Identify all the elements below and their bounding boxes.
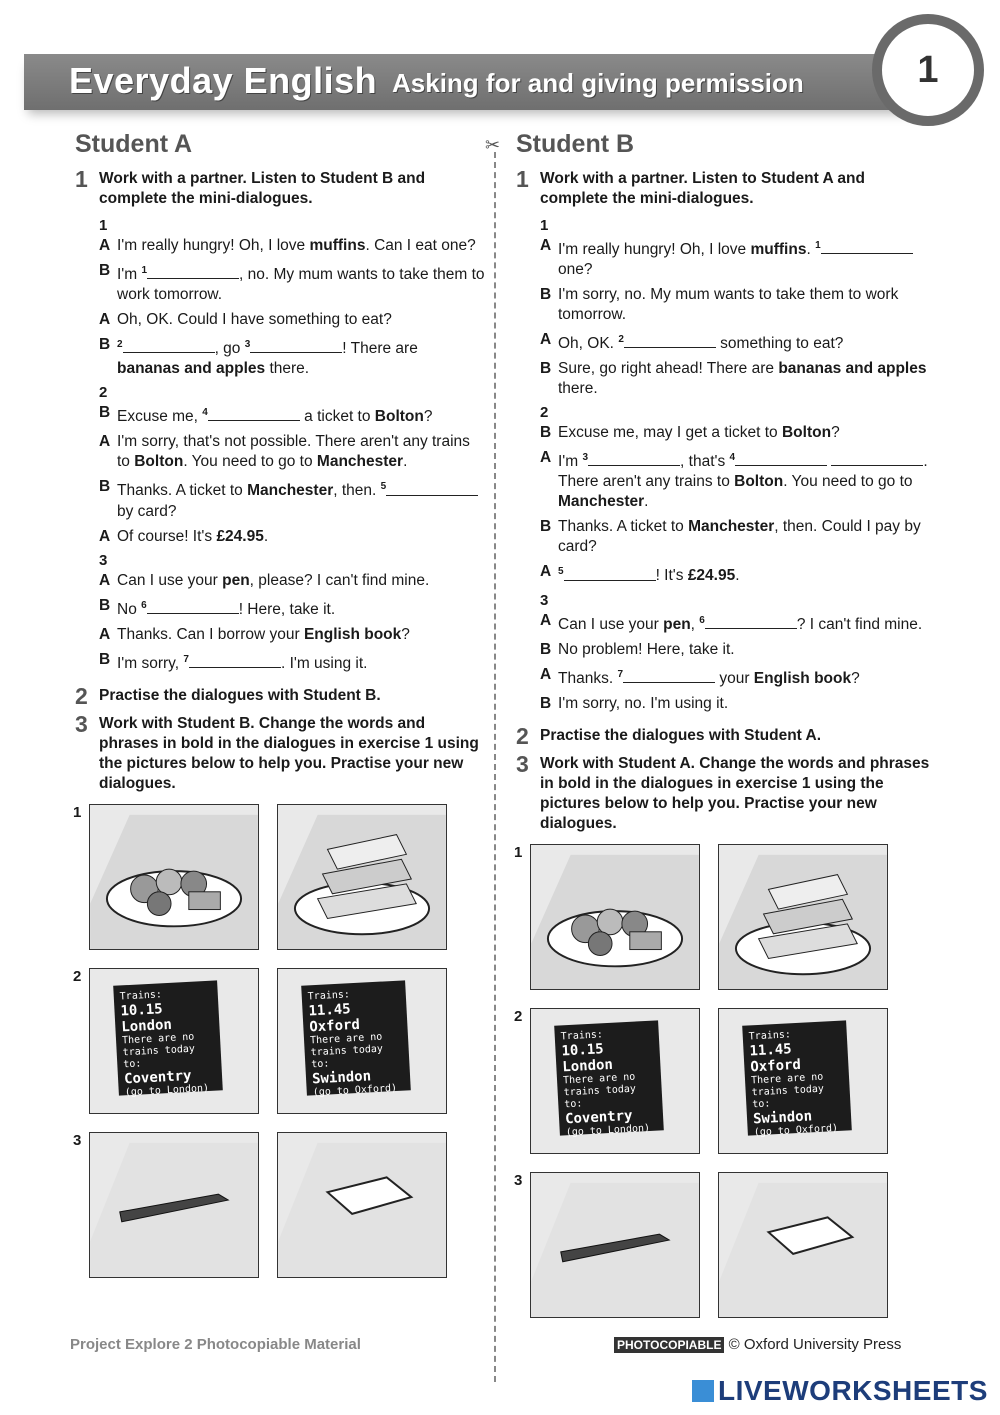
dialogue-line: B Excuse me, may I get a ticket to Bolton?	[540, 424, 840, 442]
answer-blank-3[interactable]	[250, 339, 342, 353]
exercise-1: 1 Work with a partner. Listen to Student A and complete the mini-dialogues.	[516, 166, 865, 207]
answer-blank-6[interactable]	[147, 600, 239, 614]
dialogue-line: A Can I use your pen, $^6$ ? I can't find mine.	[540, 611, 923, 633]
dialogue-line: B $^2$ , go $^3$ ! There are bananas and apples there.	[99, 336, 418, 378]
header-subtitle: Asking for and giving permission	[392, 68, 804, 98]
photocopiable-label: PHOTOCOPIABLE	[614, 1337, 724, 1353]
dialogue-line: A Oh, OK. $^2$ something to eat?	[540, 331, 844, 353]
picture-train-board-london: Trains: 10.15 London There are no trains today to: Coventry (go to London)	[89, 968, 259, 1114]
answer-blank-2[interactable]	[624, 334, 716, 348]
answer-blank-5[interactable]	[386, 482, 478, 496]
dialogue-line: A Thanks. Can I borrow your English book?	[99, 625, 410, 643]
answer-blank-4[interactable]	[208, 407, 300, 421]
exercise-1: 1 Work with a partner. Listen to Student B and complete the mini-dialogues.	[75, 166, 426, 207]
dialogues-b: 1 A I'm really hungry! Oh, I love muffins. $^1$ one? B I'm sorry, no. My mum wants to take them to work tomorrow. A Oh, OK. $^2$ something to eat? B Sure, go right ahead! There are bananas and apples there. 2 B Excuse me, may I get a ticket to Bolton? A I'm $^3$ , that's $^4$ . There aren't any trains to Bolton. You need to go to Manchester. B Thanks. A ticket to Manchester, then. Could I pay by card? A $^5$ ! It's £24.95. 3 A Can I use your pen, $^6$ ? I can't find mine. B No problem! Here, take it. A Thanks. $^7$ your English book? B I'm sorry, no. I'm using it.	[540, 217, 934, 714]
dialogue-line: A I'm really hungry! Oh, I love muffins. Can I eat one?	[99, 237, 476, 254]
picture-train-board-oxford: Trains: 11.45 Oxford There are no trains today to: Swindon (go to Oxford)	[277, 968, 447, 1114]
exercise-3: 3 Work with Student B. Change the words and phrases in bold in the dialogues in exercise 1 using the pictures below to help you. Practise your new dialogues.	[75, 710, 479, 792]
dialogue-line: B I'm sorry, no. I'm using it.	[540, 694, 729, 712]
dialogues-a: 1 A I'm really hungry! Oh, I love muffins. Can I eat one? B I'm $^1$ , no. My mum wants to take them to work tomorrow. A Oh, OK. Could I have something to eat? B $^2$ , go $^3$ ! There are bananas and apples there. 2 B Excuse me, $^4$ a ticket to Bolton? A I'm sorry, that's not possible. There aren't any trains to Bolton. You need to go to Manchester. B Thanks. A ticket to Manchester, then. $^5$ by card? A Of course! It's £24.95. 3 A Can I use your pen, please? I can't find mine. B No $^6$ ! Here, take it. A Thanks. Can I borrow your English book? B I'm sorry, $^7$ . I'm using it.	[99, 217, 485, 672]
picture-cakes	[89, 804, 259, 950]
dialogue-line: A I'm sorry, that's not possible. There aren't any trains to Bolton. You need to go to Manchester.	[99, 433, 470, 471]
exercise-3: 3 Work with Student A. Change the words and phrases in bold in the dialogues in exercise 1 using the pictures below to help you. Practise your new dialogues.	[516, 750, 930, 832]
answer-blank-5[interactable]	[564, 567, 656, 581]
dialogue-line: A I'm $^3$ , that's $^4$ . There aren't any trains to Bolton. You need to go to Manchester.	[540, 449, 928, 511]
dialogue-line: B I'm sorry, no. My mum wants to take them to work tomorrow.	[540, 286, 899, 324]
logo-icon	[692, 1380, 714, 1402]
dialogue-line: B Thanks. A ticket to Manchester, then. $^5$ by card?	[99, 477, 485, 521]
dialogue-line: A I'm really hungry! Oh, I love muffins. $^1$ one?	[540, 236, 934, 280]
picture-grid-a: 1 2 Trains: 10.15 London There are no trains today to: Coventry (go to London) Trains: 11.45 Oxford There are no trains today to: Swindon (go to Oxford) 3	[51, 804, 485, 1278]
liveworksheets-logo[interactable]: LIVEWORKSHEETS	[692, 1375, 988, 1407]
footer-source: Project Explore 2 Photocopiable Material	[70, 1336, 361, 1353]
picture-eraser	[277, 1132, 447, 1278]
dialogue-line: B I'm $^1$ , no. My mum wants to take them to work tomorrow.	[99, 262, 485, 304]
page-header	[24, 54, 954, 110]
footer-copyright: PHOTOCOPIABLE © Oxford University Press	[614, 1336, 901, 1353]
unit-badge: 1	[872, 14, 984, 126]
exercise-2: 2 Practise the dialogues with Student A.	[516, 722, 822, 749]
dialogue-line: A Can I use your pen, please? I can't find mine.	[99, 571, 430, 589]
header-title: Everyday English	[69, 60, 378, 101]
answer-blank-1[interactable]	[147, 265, 239, 279]
dialogue-line: B Excuse me, $^4$ a ticket to Bolton?	[99, 404, 433, 426]
student-a-heading: Student A	[75, 130, 193, 158]
student-a-column	[75, 130, 485, 1296]
answer-blank-6[interactable]	[705, 615, 797, 629]
answer-blank-7[interactable]	[189, 654, 281, 668]
dialogue-line: A $^5$ ! It's £24.95.	[540, 563, 740, 585]
dialogue-line: A Of course! It's £24.95.	[99, 527, 269, 545]
picture-eraser	[718, 1172, 888, 1318]
dialogue-line: A Thanks. $^7$ your English book?	[540, 665, 860, 687]
picture-pencil	[530, 1172, 700, 1318]
picture-train-board-london: Trains: 10.15 London There are no trains today to: Coventry (go to London)	[530, 1008, 700, 1154]
answer-blank-1[interactable]	[821, 240, 913, 254]
picture-cakes	[530, 844, 700, 990]
answer-blank-7[interactable]	[623, 669, 715, 683]
student-b-column	[516, 130, 934, 1336]
answer-blank-4[interactable]	[735, 452, 827, 466]
answer-blank-3[interactable]	[588, 452, 680, 466]
answer-blank-2[interactable]	[123, 339, 215, 353]
picture-train-board-oxford: Trains: 11.45 Oxford There are no trains today to: Swindon (go to Oxford)	[718, 1008, 888, 1154]
picture-pencil	[89, 1132, 259, 1278]
dialogue-line: A Oh, OK. Could I have something to eat?	[99, 311, 392, 329]
dialogue-line: B Thanks. A ticket to Manchester, then. Could I pay by card?	[540, 518, 921, 556]
dialogue-line: B No $^6$ ! Here, take it.	[99, 596, 336, 618]
dialogue-line: B Sure, go right ahead! There are bananas and apples there.	[540, 360, 927, 398]
picture-grid-b: 1 2 Trains: 10.15 London There are no trains today to: Coventry (go to London) Trains: 11.45 Oxford There are no trains today to: Swindon (go to Oxford) 3	[492, 844, 934, 1318]
student-b-heading: Student B	[516, 130, 635, 158]
scissors-icon: ✂	[485, 135, 501, 155]
dialogue-line: B I'm sorry, $^7$ . I'm using it.	[99, 650, 368, 672]
picture-sandwiches	[277, 804, 447, 950]
picture-sandwiches	[718, 844, 888, 990]
exercise-2: 2 Practise the dialogues with Student B.	[75, 682, 381, 709]
dialogue-line: B No problem! Here, take it.	[540, 640, 735, 658]
